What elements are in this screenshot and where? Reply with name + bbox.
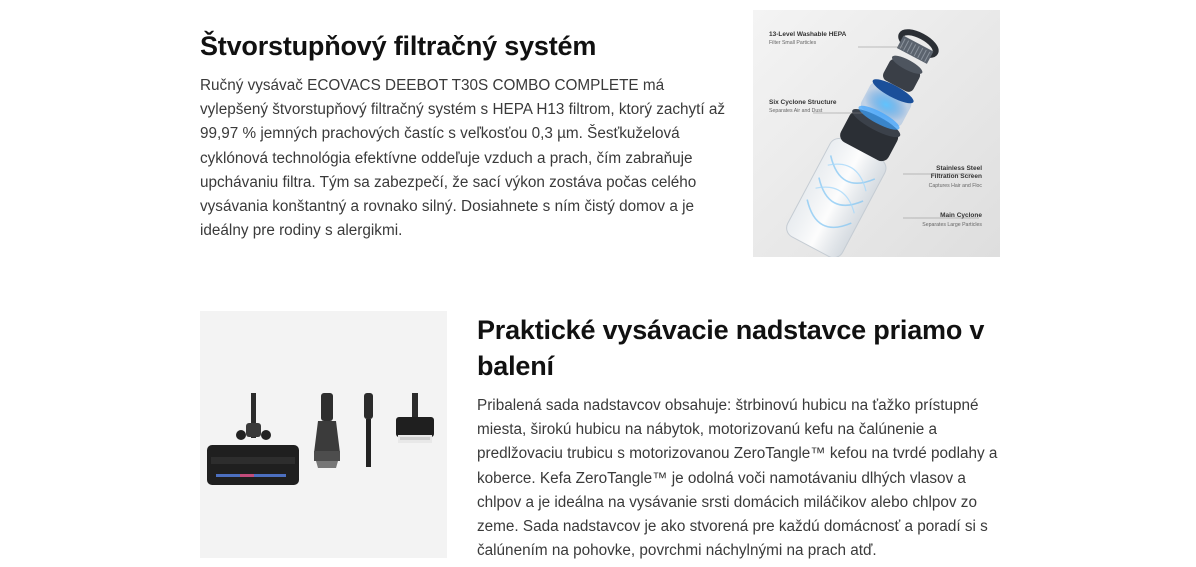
filtration-section-text [200, 28, 730, 243]
hepa-label-title: 13-Level Washable HEPA [769, 31, 847, 38]
attachments-image [200, 311, 447, 558]
attachments-section-text [477, 312, 1007, 563]
steel-screen-label-title-line2: Filtration Screen [930, 173, 982, 180]
attachments-title-line1: Praktické vysávacie nadstavce priamo v [477, 315, 985, 345]
filtration-exploded-view-image [753, 10, 1000, 257]
six-cyclone-label-subtitle: Separates Air and Dust [769, 108, 823, 114]
main-cyclone-label-subtitle: Separates Large Particles [922, 222, 982, 228]
main-cyclone-label-title: Main Cyclone [940, 212, 982, 219]
steel-screen-label-subtitle: Captures Hair and Floc [928, 183, 982, 189]
attachments-section-title [477, 312, 1007, 384]
filtration-section-body: Ručný vysávač ECOVACS DEEBOT T30S COMBO COMPLETE má vylepšený štvorstupňový filtračný systém s HEPA H13 filtrom, ktorý zachytí až 99,97 % jemných prachových častíc s veľkosťou 0,3 µm. Šesťkuželová cyklónová technológia efektívne oddeľuje vzduch a prach, čím zabraňuje upchávaniu filtra. Tým sa zabezpečí, že sací výkon zostáva počas celého vysávania konštantný a rovnako silný. Dosiahnete s ním čistý domov a je ideálny pre rodiny s alergikmi. [200, 77, 726, 240]
filtration-section-title: Štvorstupňový filtračný systém [200, 31, 597, 61]
hepa-label-subtitle: Filter Small Particles [769, 40, 817, 46]
attachments-section-body: Pribalená sada nadstavcov obsahuje: štrbinovú hubicu na ťažko prístupné miesta, širokú hubicu na nábytok, motorizovanú kefu na čalúnenie a predlžovaciu trubicu s motorizovanou ZeroTangle™ kefou na tvrdé podlahy a koberce. Kefa ZeroTangle™ je odolná voči namotávaniu dlhých vlasov a chlpov a je ideálna na vysávanie srsti domácich miláčikov alebo chlpov zo zeme. Sada nadstavcov je ako stvorená pre každú domácnosť a poradí si s čalúnením na pohovke, povrchmi náchylnými na prach atď. [477, 397, 998, 560]
attachments-title-line2: balení [477, 351, 554, 381]
steel-screen-label-title-line1: Stainless Steel [936, 165, 982, 172]
six-cyclone-label-title: Six Cyclone Structure [769, 99, 837, 106]
